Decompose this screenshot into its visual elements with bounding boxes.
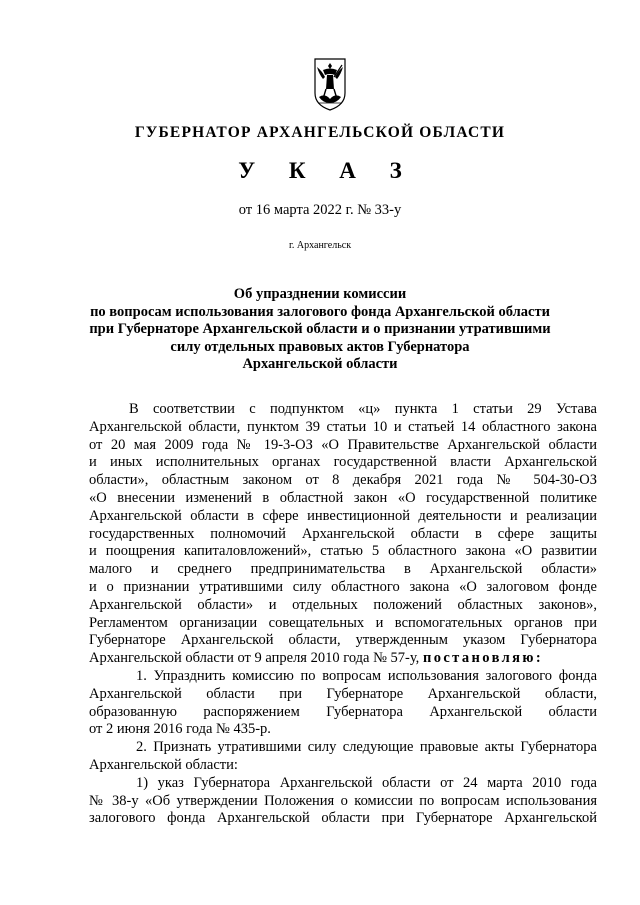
body-line: от 2 июня 2016 года № 435-р. — [89, 721, 271, 738]
body-line: Архангельской области в сфере инвестиционной деятельности и реализации — [89, 507, 597, 524]
body-line: от 20 мая 2009 года № 19-3-ОЗ «О Правительстве Архангельской области — [89, 436, 597, 453]
body-line: 2. Признать утратившими силу следующие правовые акты Губернатора — [136, 739, 597, 756]
arkhangelsk-coat-of-arms-icon — [313, 57, 347, 112]
body-line: залогового фонда Архангельской области при Губернаторе Архангельской — [89, 810, 597, 827]
document-date-number: от 16 марта 2022 г. № 33-у — [238, 202, 402, 218]
body-line: № 38-у «Об утверждении Положения о комиссии по вопросам использования — [89, 792, 597, 809]
document-type: У К А З — [238, 158, 416, 183]
body-line: В соответствии с подпунктом «ц» пункта 1 статьи 29 Устава — [129, 401, 597, 417]
title-line: при Губернаторе Архангельской области и о признании утратившими — [89, 321, 551, 338]
title-line: по вопросам использования залогового фонда Архангельской области — [90, 303, 550, 320]
decree-word: постановляю: — [422, 650, 544, 667]
document-city: г. Архангельск — [288, 240, 352, 251]
body-line: Архангельской области при Губернаторе Архангельской области, — [89, 685, 597, 702]
body-line: Губернаторе Архангельской области, утвержденным указом Губернатора — [89, 632, 597, 649]
body-line: малого и среднего предпринимательства в Архангельской области» — [89, 561, 597, 578]
body-line: «О внесении изменений в областной закон «О государственной политике — [89, 489, 597, 506]
body-line: области», областным законом от 8 декабря 2021 года № 504-30-ОЗ — [89, 472, 597, 489]
issuing-authority: ГУБЕРНАТОР АРХАНГЕЛЬСКОЙ ОБЛАСТИ — [134, 124, 506, 141]
body-line: 1. Упразднить комиссию по вопросам использования залогового фонда — [136, 667, 597, 684]
body-line: образованную распоряжением Губернатора Архангельской области — [89, 703, 597, 720]
body-line: Архангельской области» и отдельных положений областных законов», — [89, 596, 597, 613]
body-line: Архангельской области: — [89, 756, 238, 773]
title-line: Об упразднении комиссии — [233, 286, 407, 302]
body-line: и иных исполнительных органах государственной власти Архангельской — [89, 454, 597, 471]
body-line: и о признании утратившими силу областного закона «О залоговом фонде — [89, 578, 597, 595]
title-line: силу отдельных правовых актов Губернатора — [170, 338, 470, 355]
body-line: государственных полномочий Архангельской области в сфере защиты — [89, 525, 597, 542]
body-line: и поощрения капиталовложений», статью 5 областного закона «О развитии — [89, 543, 597, 560]
body-line — [89, 650, 597, 668]
body-line: Архангельской области, пунктом 39 статьи 10 и статьей 14 областного закона — [89, 418, 597, 435]
title-line: Архангельской области — [242, 356, 398, 373]
body-line: Регламентом организации совещательных и вспомогательных органов при — [89, 614, 597, 631]
body-line: 1) указ Губернатора Архангельской области от 24 марта 2010 года — [136, 774, 597, 791]
document-body — [89, 401, 597, 828]
document-title — [80, 286, 560, 374]
body-line-text: Архангельской области от 9 апреля 2010 года № 57-у, — [89, 650, 420, 667]
